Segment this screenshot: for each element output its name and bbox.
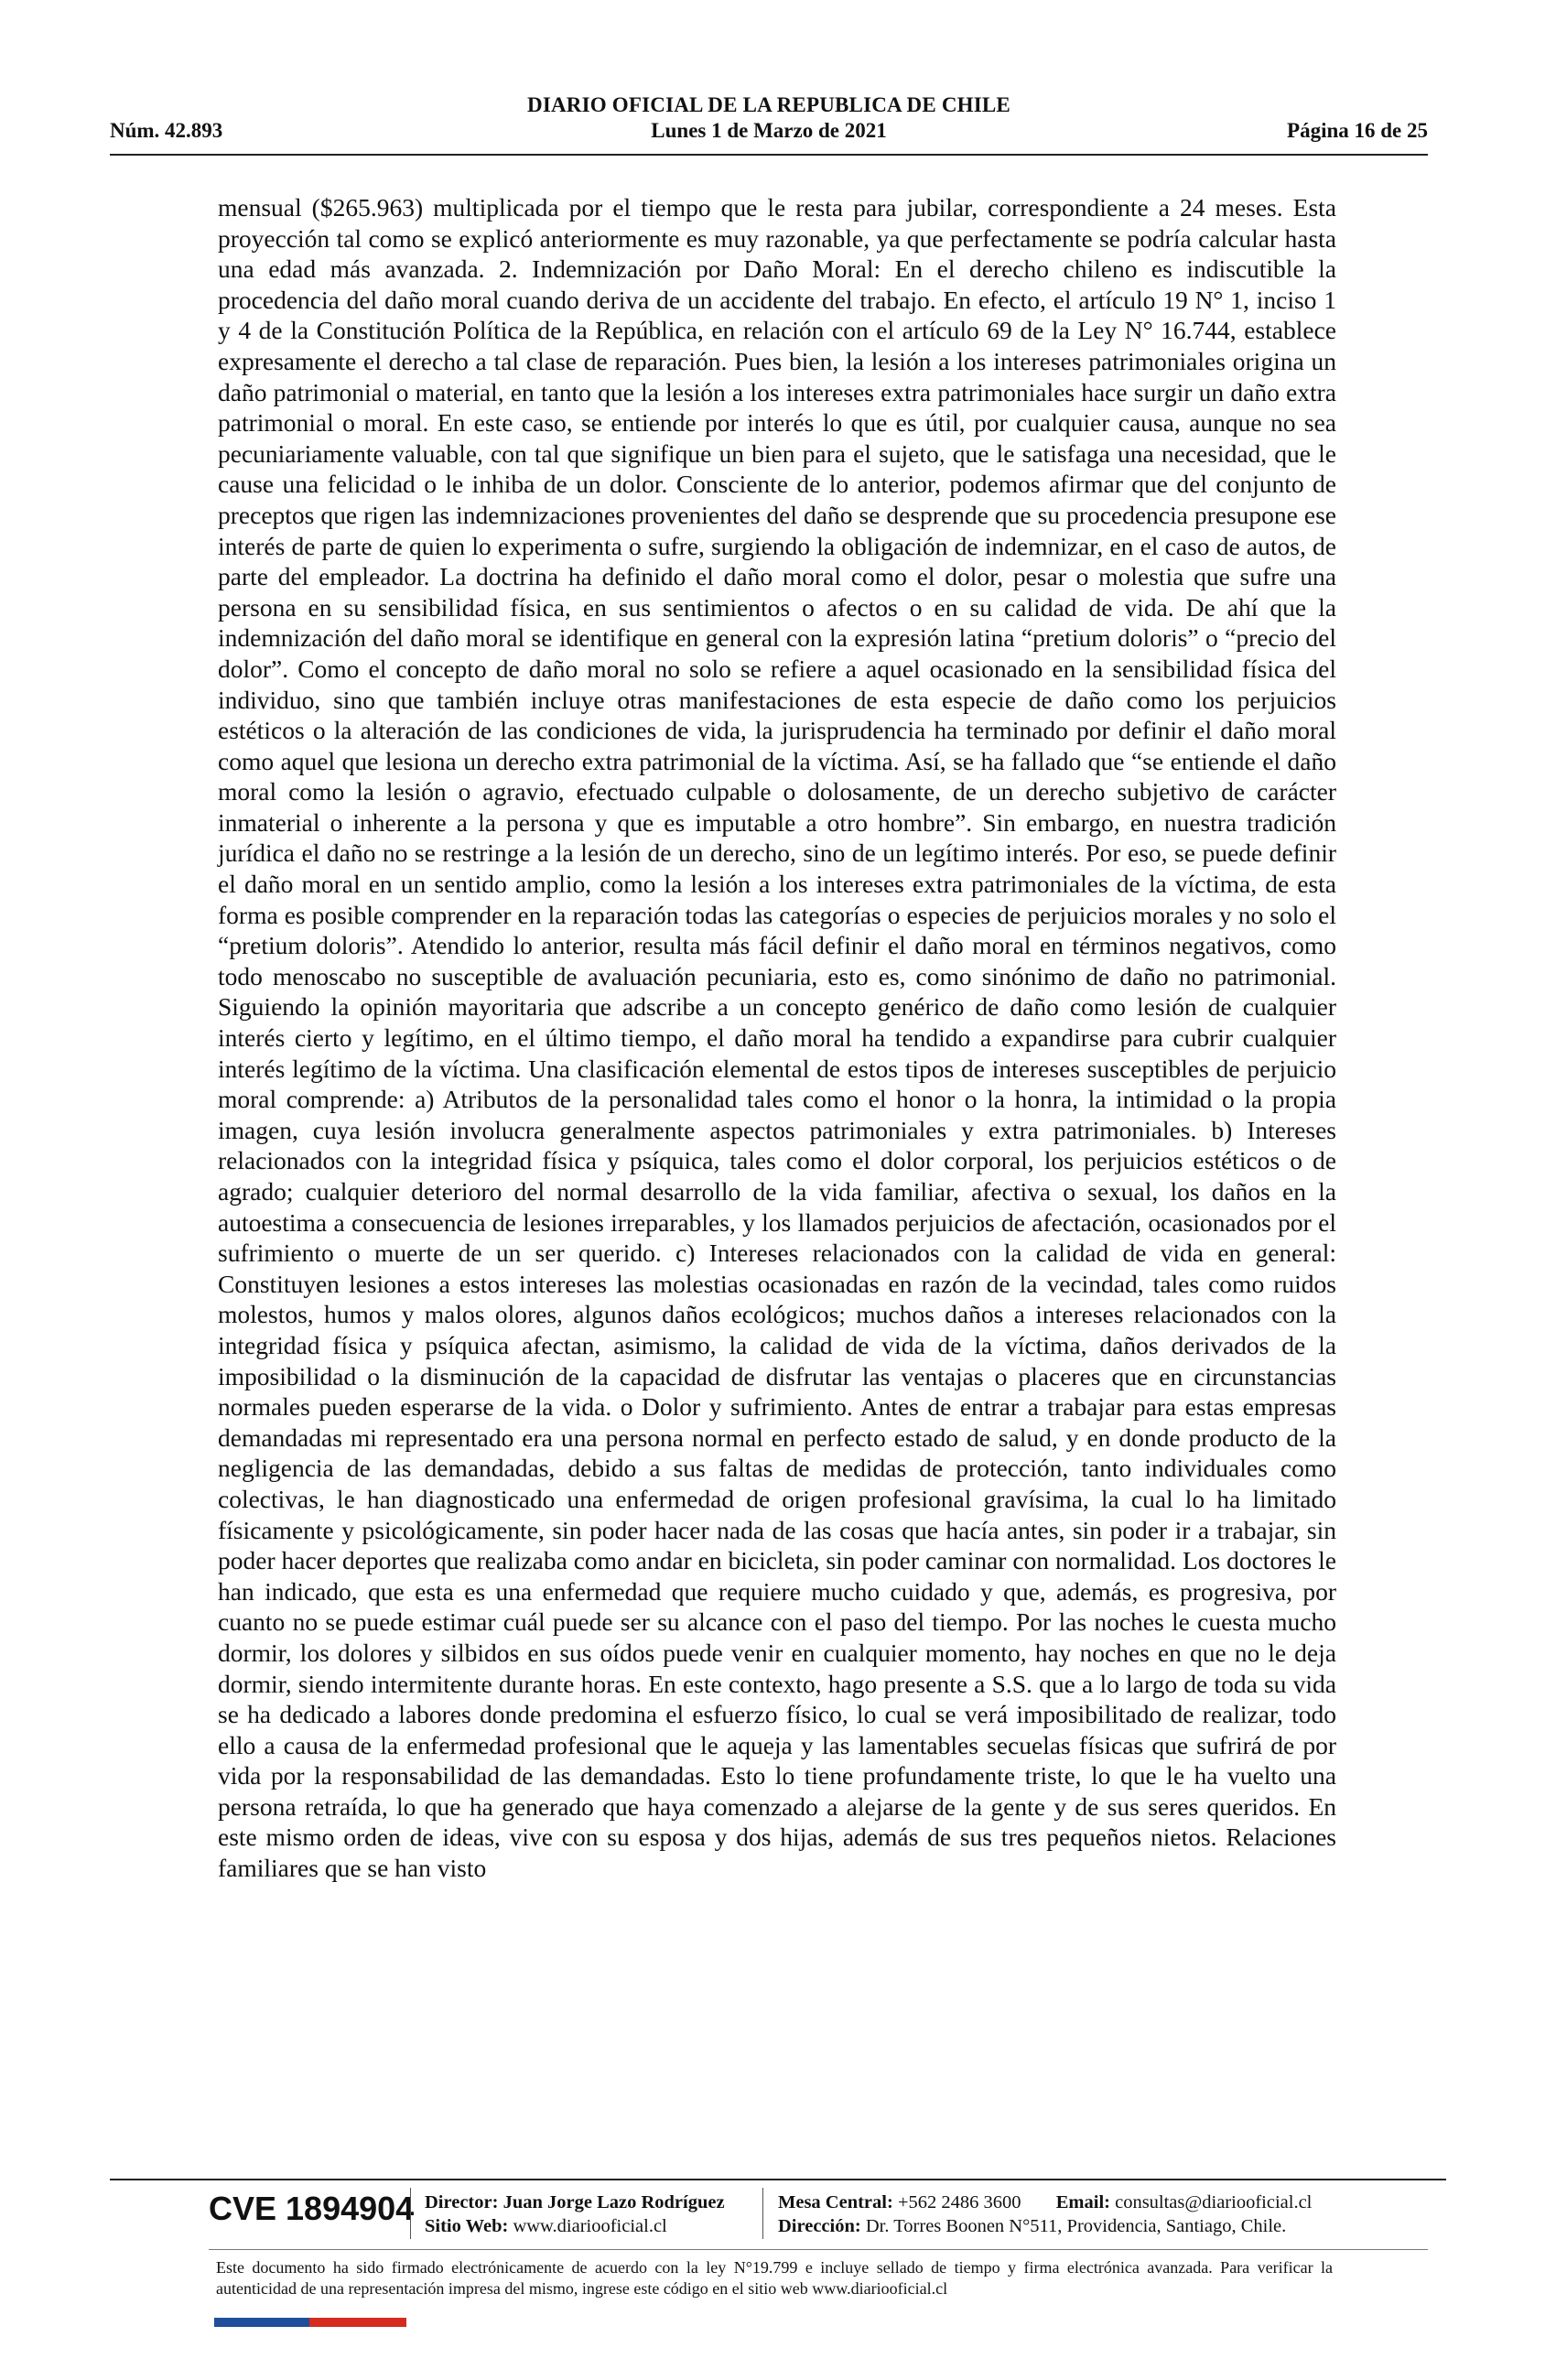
website-label: Sitio Web: xyxy=(425,2216,509,2236)
document-body-text: mensual ($265.963) multiplicada por el tiempo que le resta para jubilar, correspondiente a 24 meses. Esta proyección tal como se explicó anteriormente es muy razonable, ya que perfectamente se podría calcular hasta una edad más avanzada. 2. Indemnización por Daño Moral: En el derecho chileno es indiscutible la procedencia del daño moral cuando deriva de un accidente del trabajo. En efecto, el artículo 19 N° 1, inciso 1 y 4 de la Constitución Política de la República, en relación con el artículo 69 de la Ley N° 16.744, establece expresamente el derecho a tal clase de reparación. Pues bien, la lesión a los intereses patrimoniales origina un daño patrimonial o material, en tanto que la lesión a los intereses extra patrimoniales hace surgir un daño extra patrimonial o moral. En este caso, se entiende por interés lo que es útil, por cualquier causa, aunque no sea pecuniariamente valuable, con tal que signifique un bien para el sujeto, que le satisfaga una necesidad, que le cause una felicidad o le inhiba de un dolor. Consciente de lo anterior, podemos afirmar que del conjunto de preceptos que rigen las indemnizaciones provenientes del daño se desprende que su procedencia presupone ese interés de parte de quien lo experimenta o sufre, surgiendo la obligación de indemnizar, en el caso de autos, de parte del empleador. La doctrina ha definido el daño moral como el dolor, pesar o molestia que sufre una persona en su sensibilidad física, en sus sentimientos o afectos o en su calidad de vida. De ahí que la indemnización del daño moral se identifique en general con la expresión latina “pretium doloris” o “precio del dolor”. Como el concepto de daño moral no solo se refiere a aquel ocasionado en la sensibilidad física del individuo, sino que también incluye otras manifestaciones de esta especie de daño como los perjuicios estéticos o la alteración de las condiciones de vida, la jurisprudencia ha terminado por definir el daño moral como aquel que lesiona un derecho extra patrimonial de la víctima. Así, se ha fallado que “se entiende el daño moral como la lesión o agravio, efectuado culpable o dolosamente, de un derecho subjetivo de carácter inmaterial o inherente a la persona y que es imputable a otro hombre”. Sin embargo, en nuestra tradición jurídica el daño no se restringe a la lesión de un derecho, sino de un legítimo interés. Por eso, se puede definir el daño moral en un sentido amplio, como la lesión a los intereses extra patrimoniales de la víctima, de esta forma es posible comprender en la reparación todas las categorías o especies de perjuicios morales y no solo el “pretium doloris”. Atendido lo anterior, resulta más fácil definir el daño moral en términos negativos, como todo menoscabo no susceptible de avaluación pecuniaria, esto es, como sinónimo de daño no patrimonial. Siguiendo la opinión mayoritaria que adscribe a un concepto genérico de daño como lesión de cualquier interés cierto y legítimo, en el último tiempo, el daño moral ha tendido a expandirse para cubrir cualquier interés legítimo de la víctima. Una clasificación elemental de estos tipos de intereses susceptibles de perjuicio moral comprende: a) Atributos de la personalidad tales como el honor o la honra, la intimidad o la propia imagen, cuya lesión involucra generalmente aspectos patrimoniales y extra patrimoniales. b) Intereses relacionados con la integridad física y psíquica, tales como el dolor corporal, los perjuicios estéticos o de agrado; cualquier deterioro del normal desarrollo de la vida familiar, afectiva o sexual, los daños en la autoestima a consecuencia de lesiones irreparables, y los llamados perjuicios de afectación, ocasionados por el sufrimiento o muerte de un ser querido. c) Intereses relacionados con la calidad de vida en general: Constituyen lesiones a estos intereses las molestias ocasionadas en razón de la vecindad, tales como ruidos molestos, humos y malos olores, algunos daños ecológicos; muchos daños a intereses relacionados con la integridad física y psíquica afectan, asimismo, la calidad de vida de la víctima, daños derivados de la imposibilidad o la disminución de la capacidad de disfrutar las ventajas o placeres que en circunstancias normales pueden esperarse de la vida. o Dolor y sufrimiento. Antes de entrar a trabajar para estas empresas demandadas mi representado era una persona normal en perfecto estado de salud, y en donde producto de la negligencia de las demandadas, debido a sus faltas de medidas de protección, tanto individuales como colectivas, le han diagnosticado una enfermedad de origen profesional gravísima, la cual lo ha limitado físicamente y psicológicamente, sin poder hacer nada de las cosas que hacía antes, sin poder ir a trabajar, sin poder hacer deportes que realizaba como andar en bicicleta, sin poder caminar con normalidad. Los doctores le han indicado, que esta es una enfermedad que requiere mucho cuidado y que, además, es progresiva, por cuanto no se puede estimar cuál puede ser su alcance con el paso del tiempo. Por las noches le cuesta mucho dormir, los dolores y silbidos en sus oídos puede venir en cualquier momento, hay noches en que no le deja dormir, siendo intermitente durante horas. En este contexto, hago presente a S.S. que a lo largo de toda su vida se ha dedicado a labores donde predomina el esfuerzo físico, lo cual se verá imposibilitado de realizar, todo ello a causa de la enfermedad profesional que le aqueja y las lamentables secuelas físicas que sufrirá de por vida por la responsabilidad de las demandadas. Esto lo tiene profundamente triste, lo que le ha vuelto una persona retraída, lo que ha generado que haya comenzado a alejarse de la gente y de sus seres queridos. En este mismo orden de ideas, vive con su esposa y dos hijas, además de sus tres pequeños nietos. Relaciones familiares que se han visto xyxy=(218,193,1336,1883)
footnote-divider xyxy=(209,2249,1428,2250)
website-link[interactable]: www.diariooficial.cl xyxy=(513,2216,667,2236)
footer-contact-block xyxy=(778,2191,1312,2238)
footer-separator xyxy=(762,2188,763,2239)
director-name: Juan Jorge Lazo Rodríguez xyxy=(502,2192,725,2212)
flag-stripe-blue xyxy=(214,2318,309,2327)
phone-label: Mesa Central: xyxy=(778,2192,893,2212)
email-label: Email: xyxy=(1055,2192,1110,2212)
flag-stripe-red xyxy=(309,2318,406,2327)
page-header xyxy=(110,93,1428,148)
header-info-row xyxy=(110,119,1428,146)
issue-number: Núm. 42.893 xyxy=(110,119,223,142)
phone-value: +562 2486 3600 xyxy=(897,2192,1021,2212)
issue-date: Lunes 1 de Marzo de 2021 xyxy=(651,119,887,142)
electronic-signature-note: Este documento ha sido firmado electrónicamente de acuerdo con la ley N°19.799 e incluye sellado de tiempo y firma electrónica avanzada. Para verificar la autenticidad de una representación impresa del mismo, ingrese este código en el sitio web www.diariooficial.cl xyxy=(216,2258,1333,2298)
footer-separator xyxy=(410,2188,411,2239)
header-divider xyxy=(110,154,1428,156)
page-number: Página 16 de 25 xyxy=(1287,119,1428,142)
director-label: Director: xyxy=(425,2192,499,2212)
address-value: Dr. Torres Boonen N°511, Providencia, Santiago, Chile. xyxy=(865,2216,1287,2236)
email-link[interactable]: consultas@diariooficial.cl xyxy=(1115,2192,1313,2212)
footer-divider xyxy=(110,2179,1446,2180)
cve-code: CVE 1894904 xyxy=(209,2190,415,2227)
footer-director-block xyxy=(425,2191,725,2238)
publication-title: DIARIO OFICIAL DE LA REPUBLICA DE CHILE xyxy=(527,93,1010,116)
address-label: Dirección: xyxy=(778,2216,861,2236)
